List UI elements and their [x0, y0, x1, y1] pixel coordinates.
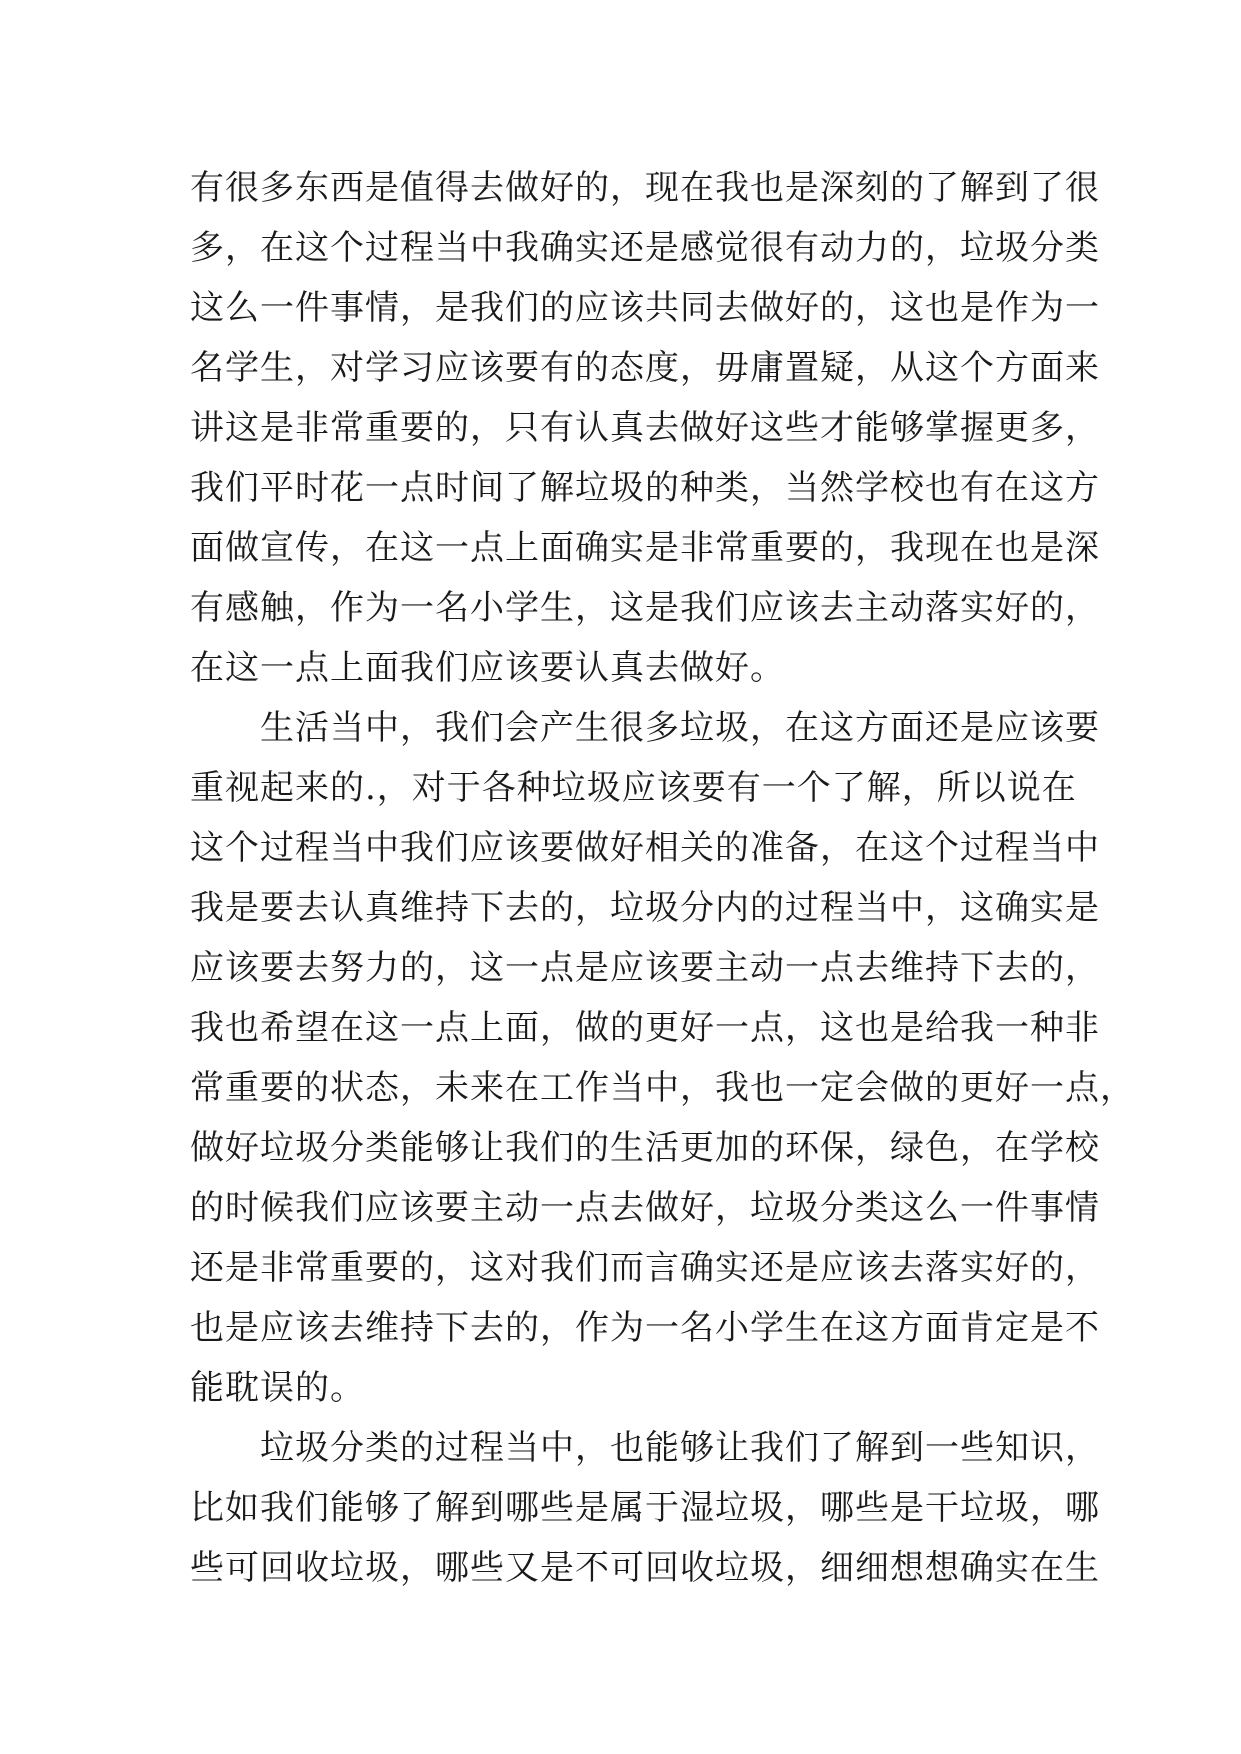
paragraph-line: 这个过程当中我们应该要做好相关的准备，在这个过程当中 — [190, 828, 1100, 868]
paragraph-line: 些可回收垃圾，哪些又是不可回收垃圾，细细想想确实在生 — [190, 1548, 1100, 1588]
paragraph-line: 重视起来的.，对于各种垃圾应该要有一个了解，所以说在 — [190, 768, 1077, 808]
paragraph-line: 应该要去努力的，这一点是应该要主动一点去维持下去的， — [190, 948, 1100, 988]
paragraph-line: 生活当中，我们会产生很多垃圾，在这方面还是应该要 — [260, 708, 1100, 748]
paragraph-line: 能耽误的。 — [190, 1368, 365, 1408]
paragraph-line: 名学生，对学习应该要有的态度，毋庸置疑，从这个方面来 — [190, 348, 1100, 388]
paragraph-line: 在这一点上面我们应该要认真去做好。 — [190, 648, 785, 688]
paragraph-line: 讲这是非常重要的，只有认真去做好这些才能够掌握更多， — [190, 408, 1100, 448]
paragraph-line: 垃圾分类的过程当中，也能够让我们了解到一些知识， — [260, 1428, 1100, 1468]
paragraph-line: 有感触，作为一名小学生，这是我们应该去主动落实好的， — [190, 588, 1100, 628]
paragraph-line: 多，在这个过程当中我确实还是感觉很有动力的，垃圾分类 — [190, 228, 1100, 268]
paragraph-line: 我们平时花一点时间了解垃圾的种类，当然学校也有在这方 — [190, 468, 1100, 508]
paragraph-1 — [190, 158, 1100, 698]
paragraph-line: 比如我们能够了解到哪些是属于湿垃圾，哪些是干垃圾，哪 — [190, 1488, 1100, 1528]
paragraph-line: 常重要的状态，未来在工作当中，我也一定会做的更好一点， — [190, 1068, 1135, 1108]
document-body — [190, 158, 1135, 1598]
paragraph-line: 也是应该去维持下去的，作为一名小学生在这方面肯定是不 — [190, 1308, 1100, 1348]
paragraph-line: 面做宣传，在这一点上面确实是非常重要的，我现在也是深 — [190, 528, 1100, 568]
paragraph-3 — [190, 1418, 1100, 1598]
paragraph-line: 这么一件事情，是我们的应该共同去做好的，这也是作为一 — [190, 288, 1100, 328]
paragraph-line: 我是要去认真维持下去的，垃圾分内的过程当中，这确实是 — [190, 888, 1100, 928]
paragraph-line: 做好垃圾分类能够让我们的生活更加的环保，绿色，在学校 — [190, 1128, 1100, 1168]
paragraph-line: 还是非常重要的，这对我们而言确实还是应该去落实好的， — [190, 1248, 1100, 1288]
paragraph-2 — [190, 698, 1135, 1418]
paragraph-line: 的时候我们应该要主动一点去做好，垃圾分类这么一件事情 — [190, 1188, 1100, 1228]
paragraph-line: 我也希望在这一点上面，做的更好一点，这也是给我一种非 — [190, 1008, 1100, 1048]
paragraph-line: 有很多东西是值得去做好的，现在我也是深刻的了解到了很 — [190, 168, 1100, 208]
